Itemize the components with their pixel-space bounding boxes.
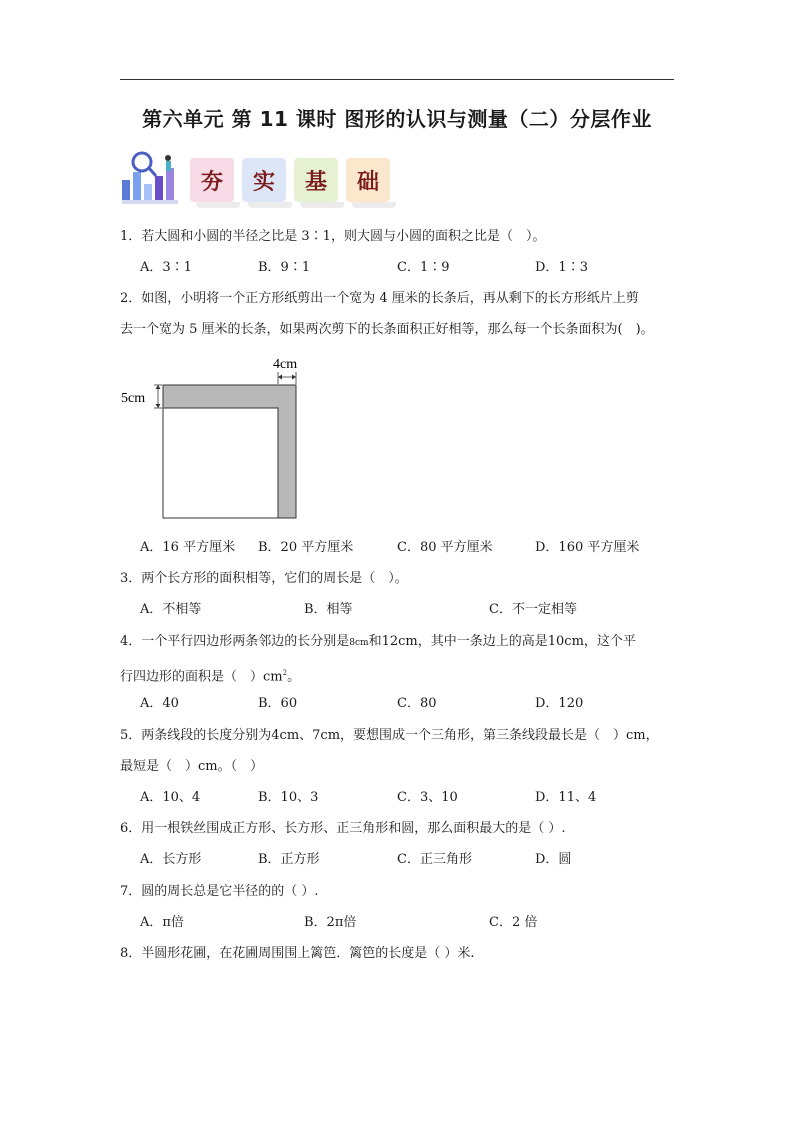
section-char-3: 基 [294,158,338,202]
q3-option-a[interactable]: A．不相等 [140,602,202,617]
question-4-line-1 [120,632,636,653]
q6-option-b[interactable]: B．正方形 [258,852,320,867]
q4-option-a[interactable]: A．40 [140,696,179,711]
header-rule [120,79,674,80]
q1-option-a[interactable]: A．3∶1 [140,260,192,275]
question-5-line-1: 5．两条线段的长度分别为4cm、7cm，要想围成一个三角形，第三条线段最长是（ ）cm， [120,728,659,743]
q7-option-c[interactable]: C．2 倍 [489,915,538,930]
section-char-2: 实 [242,158,286,202]
section-char-4: 础 [346,158,390,202]
q3-option-c[interactable]: C．不一定相等 [489,602,577,617]
q7-option-b[interactable]: B．2π倍 [304,915,357,930]
q5-option-a[interactable]: A．10、4 [140,790,201,805]
q6-option-c[interactable]: C．正三角形 [397,852,472,867]
q4-text-a: 4．一个平行四边形两条邻边的长分别是 [120,634,350,649]
q4-option-c[interactable]: C．80 [397,696,437,711]
q4-text-c: 和12cm，其中一条边上的高是10cm，这个平 [368,634,636,649]
q4-option-b[interactable]: B．60 [258,696,298,711]
figure-label-5cm: 5cm [121,391,146,406]
q1-option-b[interactable]: B．9∶1 [258,260,311,275]
q5-option-d[interactable]: D．11、4 [535,790,597,805]
q5-option-b[interactable]: B．10、3 [258,790,319,805]
q3-option-b[interactable]: B．相等 [304,602,353,617]
page-title: 第六单元 第 11 课时 图形的认识与测量（二）分层作业 [142,107,652,131]
question-4-line-2 [120,663,300,687]
question-2-line-2: 去一个宽为 5 厘米的长条，如果两次剪下的长条面积正好相等，那么每一个长条面积为( )。 [120,322,654,337]
study-illustration-icon [120,150,182,208]
question-8: 8．半圆形花圃，在花圃周围围上篱笆．篱笆的长度是（ ）米. [120,946,475,961]
q1-option-d[interactable]: D．1∶3 [535,260,588,275]
q4-text-8cm: 8cm [349,638,369,648]
section-banner [120,150,400,208]
q2-option-a[interactable]: A．16 平方厘米 [140,540,236,555]
q6-option-d[interactable]: D．圆 [535,852,572,867]
q4-text-line2-end: 。 [287,669,301,685]
q2-option-d[interactable]: D．160 平方厘米 [535,540,640,555]
section-char-1: 夯 [190,158,234,202]
q7-option-a[interactable]: A．π倍 [140,915,184,930]
q6-option-a[interactable]: A．长方形 [140,852,202,867]
q1-option-c[interactable]: C．1∶9 [397,260,450,275]
figure-label-4cm: 4cm [273,357,298,372]
question-1: 1．若大圆和小圆的半径之比是 3∶1，则大圆与小圆的面积之比是（ ）。 [120,229,546,244]
question-3: 3．两个长方形的面积相等，它们的周长是（ ）。 [120,571,408,586]
question-7: 7．圆的周长总是它半径的的（ ）. [120,884,319,899]
q2-option-c[interactable]: C．80 平方厘米 [397,540,493,555]
q4-text-line2: 行四边形的面积是（ ）cm [120,669,283,685]
square-strips-figure [118,352,318,524]
question-6: 6．用一根铁丝围成正方形、长方形、正三角形和圆，那么面积最大的是（ ）. [120,821,566,836]
question-5-line-2: 最短是（ ）cm。（ ） [120,759,264,774]
q4-superscript: 2 [282,669,288,677]
q5-option-c[interactable]: C．3、10 [397,790,458,805]
q4-option-d[interactable]: D．120 [535,696,584,711]
question-2-line-1: 2．如图，小明将一个正方形纸剪出一个宽为 4 厘米的长条后，再从剩下的长方形纸片上剪 [120,291,639,306]
q2-option-b[interactable]: B．20 平方厘米 [258,540,354,555]
